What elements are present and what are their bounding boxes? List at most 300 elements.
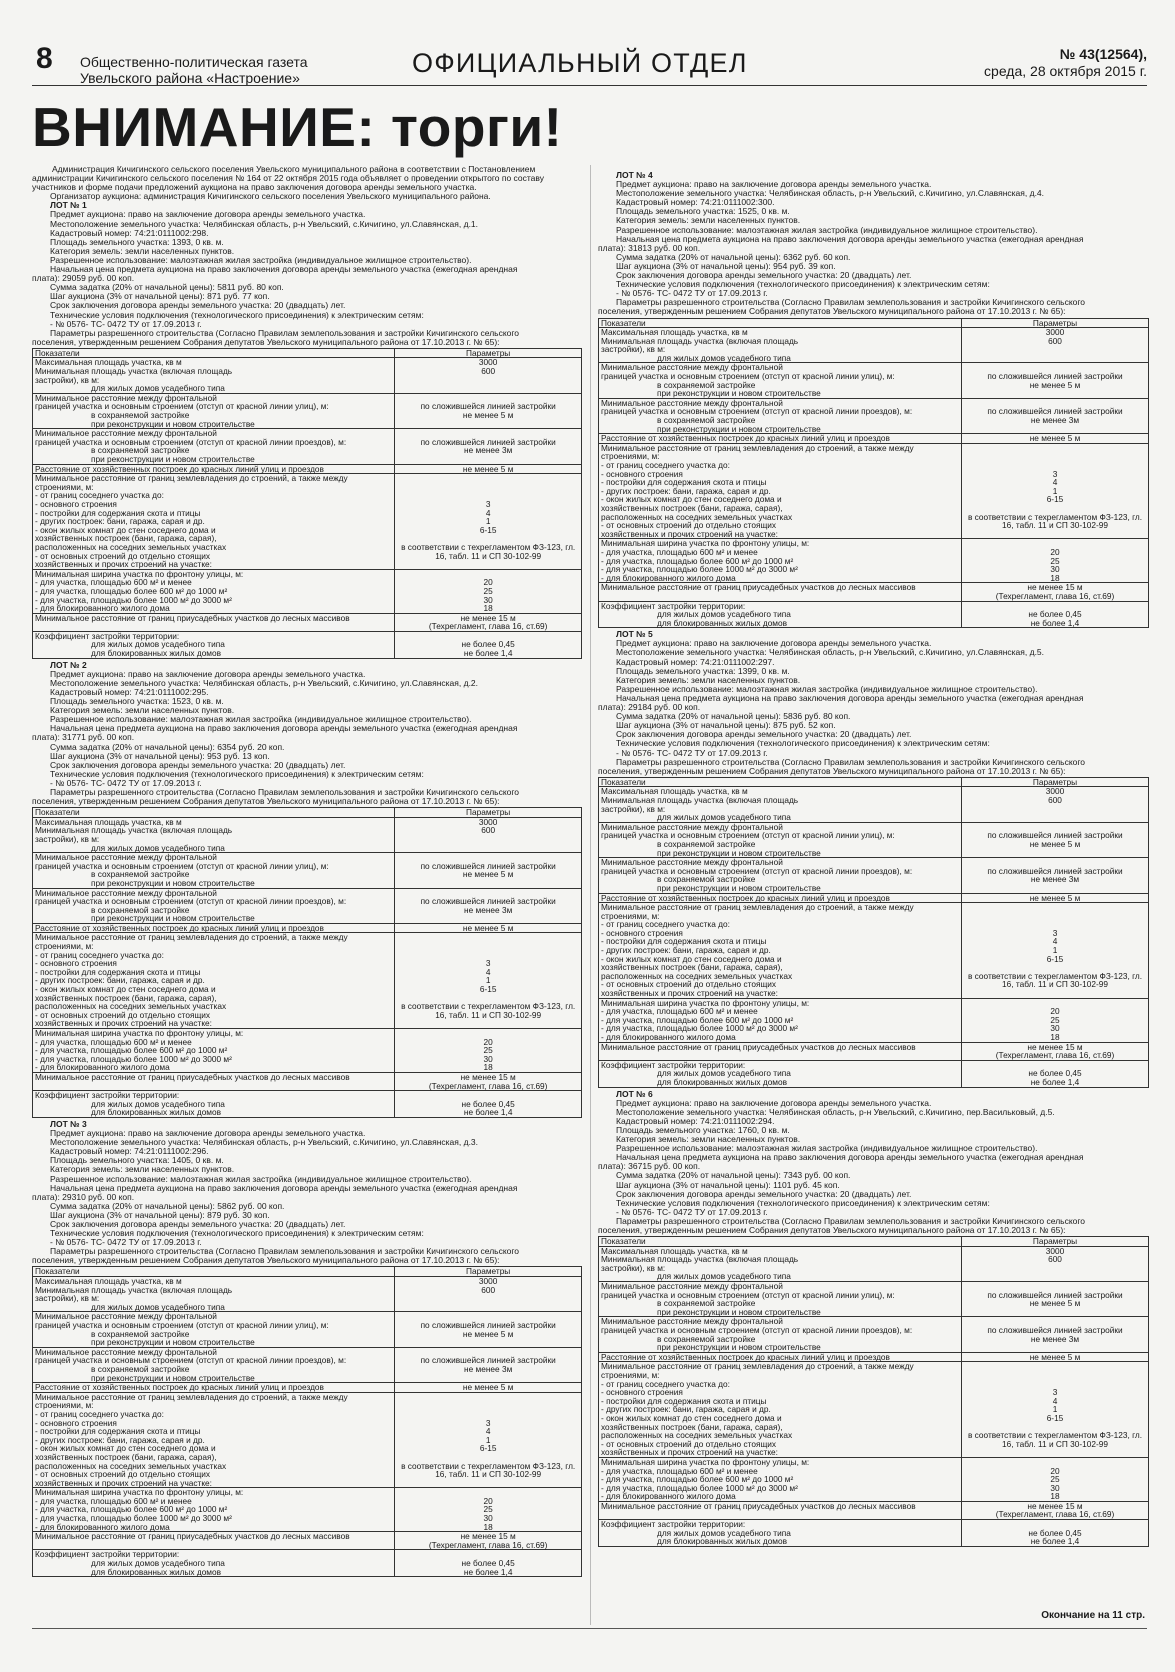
- distance-value: 4: [1052, 477, 1058, 488]
- reconstruction-label: при реконструкции и новом строительстве: [91, 454, 255, 464]
- lot-deposit: Сумма задатка (20% от начальной цены): 5836 руб. 80 коп.: [616, 712, 851, 722]
- coef-houses-label: для жилых домов усадебного типа: [91, 639, 225, 650]
- coef-blocked-value: не более 1,4: [463, 648, 513, 659]
- distance-label: - от основных строений до отдельно стоящих: [601, 1438, 777, 1449]
- value-cell: [962, 1237, 1149, 1247]
- forest-value: не менее 15 м: [460, 1071, 516, 1082]
- width-label: - для участка, площадью более 600 м² до 1000 м²: [35, 585, 228, 596]
- lot-tech-number: - № 0576- ТС- 0472 ТУ от 17.09.2013 г.: [50, 778, 202, 788]
- table-row: [599, 1362, 1149, 1458]
- front-drives-label: границей участка и основным строением (отступ от красной линии проездов), м:: [601, 865, 913, 876]
- param-cell: [33, 393, 395, 428]
- table-row: [33, 1383, 582, 1393]
- drives-value-2: не менее 3м: [464, 1363, 513, 1374]
- distance-value: 1: [1052, 1404, 1058, 1415]
- drives-value-2: не менее 3м: [1030, 415, 1080, 426]
- lot-subject: Предмет аукциона: право на заключение договора аренды земельного участка.: [50, 669, 366, 679]
- width-label: - для участка, площадью более 1000 м² до 3000 м²: [601, 1482, 798, 1493]
- min-area-label: Минимальная площадь участка (включая площадь: [601, 335, 799, 346]
- streets-value: по сложившейся линией застройки: [420, 1320, 556, 1330]
- lot-permitted-use: Разрешенное использование: малоэтажная жилая застройка (индивидуальное жилищное строительство).: [616, 684, 1038, 694]
- distance-value: 6-15: [1046, 494, 1064, 505]
- drives-value: по сложившейся линией застройки: [420, 436, 556, 447]
- forest-value: не менее 15 м: [1027, 582, 1083, 593]
- value-cell: [395, 1488, 582, 1532]
- param-cell: [33, 808, 395, 818]
- coef-label: Коэффициент застройки территории:: [35, 1090, 180, 1101]
- param-cell: [599, 434, 962, 444]
- existing-label: в сохраняемой застройке: [657, 874, 756, 885]
- forest-label: Минимальное расстояние от границ приусадебных участков до лесных массивов: [601, 1041, 916, 1052]
- param-cell: [599, 998, 962, 1042]
- width-value: 20: [1050, 1465, 1060, 1476]
- param-cell: [599, 398, 962, 433]
- header-param: Показатели: [601, 776, 646, 787]
- param-cell: [599, 1362, 962, 1458]
- distance-label: Минимальное расстояние от границ землевладения до строений, а также между: [601, 902, 914, 913]
- value-cell: [395, 358, 582, 393]
- lot-tech-conditions: Технические условия подключения (технологического присоединения) к электрическим сетям:: [50, 769, 424, 779]
- width-value: 30: [483, 594, 493, 605]
- distance-label: - от границ соседнего участка до:: [35, 949, 164, 960]
- coef-houses-label: для жилых домов усадебного типа: [657, 609, 791, 620]
- value-cell: [962, 539, 1149, 583]
- lot-deposit: Сумма задатка (20% от начальной цены): 6362 руб. 60 коп.: [616, 252, 851, 262]
- issue-number: № 43(12564),: [1059, 46, 1147, 62]
- lot-step: Шаг аукциона (3% от начальной цены): 875 руб. 52 коп.: [616, 721, 836, 731]
- value-cell: [962, 1501, 1149, 1519]
- lot-deposit: Сумма задатка (20% от начальной цены): 5862 руб. 00 коп.: [50, 1201, 285, 1211]
- regulation-value: в соответствии с техрегламентом ФЗ-123, гл. 16, табл. 11 и СП 30-102-99: [967, 511, 1143, 531]
- distance-label: - окон жилых комнат до стен соседнего дома и: [601, 1412, 782, 1423]
- param-cell: [33, 569, 395, 613]
- distance-value: 4: [485, 1426, 491, 1437]
- outbuildings-label: Расстояние от хозяйственных построек до красных линий улиц и проездов: [601, 433, 890, 444]
- param-cell: [599, 1282, 962, 1317]
- lot-tech-conditions: Технические условия подключения (технологического присоединения) к электрическим сетям:: [616, 1198, 990, 1208]
- lot-block: [32, 201, 582, 658]
- width-value: 25: [1050, 1014, 1060, 1025]
- width-value: 30: [1050, 1023, 1060, 1034]
- coef-houses-label: для жилых домов усадебного типа: [91, 1558, 225, 1569]
- outbuildings-label: Расстояние от хозяйственных построек до красных линий улиц и проездов: [35, 1382, 324, 1393]
- min-area-value: 600: [481, 1284, 496, 1295]
- reconstruction-label: при реконструкции и новом строительстве: [91, 1337, 255, 1348]
- drives-value: по сложившейся линией застройки: [987, 865, 1123, 876]
- distance-label: - от основных строений до отдельно стоящих: [601, 979, 777, 990]
- streets-value: по сложившейся линией застройки: [987, 1289, 1123, 1300]
- streets-value: по сложившейся линией застройки: [420, 860, 556, 871]
- table-row: [33, 1029, 582, 1073]
- value-cell: [962, 1042, 1149, 1060]
- param-cell: [33, 474, 395, 570]
- param-cell: [33, 1488, 395, 1532]
- table-row: [33, 429, 582, 464]
- value-cell: [395, 1532, 582, 1550]
- min-area-label-2: застройки), кв м:: [601, 1262, 666, 1273]
- coef-houses-value: не более 0,45: [1028, 1527, 1082, 1538]
- lot-land-category: Категория земель: земли населенных пунктов.: [616, 216, 801, 226]
- param-cell: [599, 583, 962, 601]
- lot-title: ЛОТ № 3: [50, 1119, 87, 1129]
- lot-step: Шаг аукциона (3% от начальной цены): 871 руб. 77 коп.: [50, 292, 270, 302]
- left-column: [32, 165, 582, 1630]
- header-param: Показатели: [601, 1236, 646, 1247]
- table-row: [33, 1072, 582, 1090]
- existing-label: в сохраняемой застройке: [91, 869, 190, 880]
- param-cell: [33, 1392, 395, 1488]
- outbuildings-value: не менее 5 м: [1029, 1351, 1081, 1362]
- param-cell: [33, 888, 395, 923]
- existing-label: в сохраняемой застройке: [657, 379, 756, 390]
- width-value: 20: [1050, 546, 1060, 557]
- table-row: [33, 474, 582, 570]
- param-cell: [599, 363, 962, 398]
- lot-cadastral-number: Кадастровый номер: 74:21:0111002:298.: [50, 228, 209, 238]
- distance-label: расположенных на соседних земельных участках: [35, 541, 227, 552]
- width-value: 20: [483, 577, 493, 588]
- front-label: Минимальное расстояние между фронтальной: [35, 1346, 217, 1357]
- page-number: 8: [36, 42, 53, 75]
- lot-lease-term: Срок заключения договора аренды земельного участка: 20 (двадцать) лет.: [616, 271, 912, 281]
- min-area-value: 600: [1048, 335, 1062, 346]
- coef-houses-value: не более 0,45: [1028, 609, 1082, 620]
- table-row: [599, 583, 1149, 601]
- table-row: [33, 1277, 582, 1312]
- lot-permitted-use: Разрешенное использование: малоэтажная жилая застройка (индивидуальное жилищное строительство).: [616, 225, 1038, 235]
- issue-info: [984, 46, 1147, 80]
- distance-label: строениями, м:: [35, 481, 94, 492]
- lot-cadastral-number: Кадастровый номер: 74:21:0111002:300.: [616, 198, 775, 208]
- lot-area: Площадь земельного участка: 1525, 0 кв. м.: [616, 207, 790, 217]
- reconstruction-label: при реконструкции и новом строительстве: [91, 913, 255, 924]
- width-label: Минимальная ширина участка по фронтону улицы, м:: [35, 1028, 244, 1038]
- value-cell: [962, 443, 1149, 539]
- forest-value-2: (Техрегламент, глава 16, ст.69): [995, 1050, 1115, 1061]
- distance-label: - постройки для содержания скота и птицы: [35, 507, 201, 518]
- coef-blocked-label: для блокированных жилых домов: [91, 648, 222, 659]
- value-cell: [395, 429, 582, 464]
- lot-params-intro-2: поселения, утвержденным решением Собрания депутатов Увельского муниципального района от 17.10.2013 г. № 65):: [598, 766, 1066, 776]
- table-row: [33, 1312, 582, 1347]
- reconstruction-label: при реконструкции и новом строительстве: [657, 1342, 821, 1353]
- lot-lease-term: Срок заключения договора аренды земельного участка: 20 (двадцать) лет.: [616, 730, 912, 740]
- lot-start-price-label: Начальная цена предмета аукциона на право заключения договора аренды земельного участка (ежегодная арендная: [50, 265, 518, 275]
- table-row: [33, 888, 582, 923]
- lot-location: Местоположение земельного участка: Челябинская область, р-н Увельский, с.Кичигино, ул.Славянская, д.3.: [50, 1138, 479, 1148]
- distance-label: - других построек: бани, гаража, сарая и др.: [35, 516, 205, 527]
- lot-tech-conditions: Технические условия подключения (технологического присоединения) к электрическим сетям:: [50, 1229, 424, 1239]
- value-cell: [395, 1550, 582, 1577]
- drives-value-2: не менее 3м: [464, 904, 513, 915]
- lot-params-intro-2: поселения, утвержденным решением Собрания депутатов Увельского муниципального района от 17.10.2013 г. № 65):: [32, 1256, 500, 1266]
- table-row: [33, 817, 582, 852]
- distance-label: - окон жилых комнат до стен соседнего дома и: [35, 524, 216, 535]
- houses-label: для жилых домов усадебного типа: [657, 1271, 791, 1282]
- distance-label: расположенных на соседних земельных участках: [601, 511, 793, 522]
- lot-step: Шаг аукциона (3% от начальной цены): 954 руб. 39 коп.: [616, 261, 836, 271]
- param-cell: [33, 1277, 395, 1312]
- distance-label: - других построек: бани, гаража, сарая и др.: [35, 1434, 205, 1445]
- lot-title: ЛОТ № 4: [616, 171, 653, 180]
- lot-params-intro: Параметры разрешенного строительства (Согласно Правилам землепользования и застройки Кичигинского сельского: [50, 328, 520, 338]
- table-row: [33, 1550, 582, 1577]
- lot-block: [32, 661, 582, 1118]
- min-area-label: Минимальная площадь участка (включая площадь: [35, 825, 233, 836]
- distance-label: расположенных на соседних земельных участках: [601, 970, 793, 981]
- table-row: [33, 631, 582, 658]
- lot-step: Шаг аукциона (3% от начальной цены): 1101 руб. 45 коп.: [616, 1180, 840, 1190]
- value-cell: [395, 613, 582, 631]
- outbuildings-label: Расстояние от хозяйственных построек до красных линий улиц и проездов: [35, 463, 324, 474]
- outbuildings-value: не менее 5 м: [462, 463, 514, 474]
- min-area-label-2: застройки), кв м:: [601, 344, 666, 355]
- param-cell: [599, 858, 962, 893]
- lot-params-intro-2: поселения, утвержденным решением Собрания депутатов Увельского муниципального района от 17.10.2013 г. № 65):: [598, 307, 1066, 317]
- distance-value: 6-15: [479, 524, 497, 535]
- table-row: [599, 998, 1149, 1042]
- lot-params-intro: Параметры разрешенного строительства (Согласно Правилам землепользования и застройки Кичигинского сельского: [50, 1247, 520, 1257]
- distance-label: хозяйственных и прочих строений на участке:: [601, 528, 778, 539]
- forest-value-2: (Техрегламент, глава 16, ст.69): [995, 1509, 1115, 1520]
- front-streets-label: границей участка и основным строением (отступ от красной линии улиц), м:: [601, 371, 895, 382]
- min-area-label: Минимальная площадь участка (включая площадь: [35, 1284, 233, 1295]
- max-area-value: 3000: [1045, 1245, 1065, 1256]
- width-value: 20: [483, 1036, 493, 1047]
- param-cell: [599, 1042, 962, 1060]
- distance-label: расположенных на соседних земельных участках: [35, 1460, 227, 1471]
- value-cell: [962, 1246, 1149, 1281]
- distance-value: 6-15: [1046, 1412, 1064, 1423]
- min-area-value: 600: [481, 825, 496, 836]
- front-label: Минимальное расстояние между фронтальной: [601, 1281, 783, 1292]
- front-streets-label: границей участка и основным строением (отступ от красной линии улиц), м:: [601, 830, 895, 841]
- distance-label: - других построек: бани, гаража, сарая и др.: [601, 945, 771, 956]
- param-cell: [33, 429, 395, 464]
- distance-label: - основного строения: [601, 468, 683, 479]
- coef-blocked-value: не более 1,4: [1030, 1536, 1080, 1547]
- width-label: - для участка, площадью более 600 м² до 1000 м²: [601, 555, 794, 566]
- lot-land-category: Категория земель: земли населенных пунктов.: [616, 675, 801, 685]
- max-area-value: 3000: [1045, 327, 1065, 338]
- front-label: Минимальное расстояние между фронтальной: [35, 428, 217, 439]
- width-value: 18: [1050, 1032, 1060, 1042]
- width-value: 30: [483, 1513, 493, 1524]
- table-row: [33, 358, 582, 393]
- lot-tech-number: - № 0576- ТС- 0472 ТУ от 17.09.2013 г.: [50, 319, 202, 329]
- param-cell: [33, 1347, 395, 1382]
- value-cell: [395, 569, 582, 613]
- distance-label: - основного строения: [601, 927, 683, 938]
- front-drives-label: границей участка и основным строением (отступ от красной линии проездов), м:: [601, 1325, 913, 1335]
- param-cell: [599, 1317, 962, 1352]
- lot-start-price-label: Начальная цена предмета аукциона на право заключения договора аренды земельного участка (ежегодная арендная: [616, 693, 1084, 703]
- distance-label: строениями, м:: [601, 451, 660, 462]
- distance-value: 4: [1052, 936, 1058, 947]
- param-cell: [599, 539, 962, 583]
- distance-label: хозяйственных и прочих строений на участке:: [601, 988, 778, 999]
- houses-label: для жилых домов усадебного типа: [657, 352, 791, 363]
- value-cell: [395, 1392, 582, 1488]
- lot-permitted-use: Разрешенное использование: малоэтажная жилая застройка (индивидуальное жилищное строительство).: [50, 255, 472, 265]
- width-value: 18: [1050, 572, 1060, 583]
- coef-label: Коэффициент застройки территории:: [35, 630, 180, 641]
- value-cell: [962, 893, 1149, 903]
- lot-permitted-use: Разрешенное использование: малоэтажная жилая застройка (индивидуальное жилищное строительство).: [50, 1174, 472, 1184]
- table-row: [599, 1501, 1149, 1519]
- param-cell: [599, 903, 962, 999]
- table-row: [599, 398, 1149, 433]
- max-area-value: 3000: [478, 357, 498, 368]
- distance-label: хозяйственных и прочих строений на участке:: [35, 1477, 212, 1488]
- lot-cadastral-number: Кадастровый номер: 74:21:0111002:297.: [616, 657, 775, 667]
- distance-label: - постройки для содержания скота и птицы: [35, 966, 201, 977]
- table-row: [33, 1488, 582, 1532]
- distance-value: 1: [485, 975, 491, 986]
- max-area-value: 3000: [1045, 786, 1065, 797]
- reconstruction-label: при реконструкции и новом строительстве: [91, 877, 255, 888]
- distance-label: - окон жилых комнат до стен соседнего дома и: [601, 953, 782, 964]
- distance-label: - от границ соседнего участка до:: [35, 490, 164, 501]
- lot-step: Шаг аукциона (3% от начальной цены): 953 руб. 13 коп.: [50, 751, 270, 761]
- distance-label: - других построек: бани, гаража, сарая и др.: [601, 1404, 771, 1415]
- distance-value: 1: [1052, 945, 1058, 956]
- lot-lease-term: Срок заключения договора аренды земельного участка: 20 (двадцать) лет.: [50, 760, 346, 770]
- value-cell: [395, 853, 582, 888]
- distance-value: 3: [1052, 927, 1058, 938]
- min-area-label: Минимальная площадь участка (включая площадь: [601, 1254, 799, 1265]
- distance-label: хозяйственных построек (бани, гаража, сарая),: [35, 992, 217, 1003]
- lot-start-price: плата): 36715 руб. 00 коп.: [598, 1162, 701, 1172]
- header-value: Параметры: [466, 1266, 511, 1277]
- header-param: Показатели: [35, 807, 80, 818]
- width-value: 25: [483, 585, 493, 596]
- width-value: 18: [483, 603, 493, 614]
- table-row: [33, 933, 582, 1029]
- distance-label: - от основных строений до отдельно стоящих: [35, 1009, 211, 1020]
- lot-permitted-use: Разрешенное использование: малоэтажная жилая застройка (индивидуальное жилищное строительство).: [616, 1144, 1038, 1154]
- max-area-label: Максимальная площадь участка, кв м: [601, 327, 748, 338]
- front-streets-label: границей участка и основным строением (отступ от красной линии улиц), м:: [35, 401, 329, 412]
- organizer-text: Организатор аукциона: администрация Кичигинского сельского поселения Увельского муниципального района.: [50, 192, 491, 202]
- min-area-value: 600: [481, 366, 496, 377]
- value-cell: [395, 393, 582, 428]
- distance-label: хозяйственных и прочих строений на участке:: [601, 1447, 778, 1458]
- table-row: [599, 1237, 1149, 1247]
- distance-value: 3: [485, 958, 491, 969]
- drives-value: по сложившейся линией застройки: [987, 1325, 1123, 1335]
- distance-label: - от границ соседнего участка до:: [35, 1408, 164, 1419]
- reconstruction-label: при реконструкции и новом строительстве: [657, 423, 821, 434]
- lot-subject: Предмет аукциона: право на заключение договора аренды земельного участка.: [616, 639, 932, 649]
- distance-label: - других построек: бани, гаража, сарая и др.: [601, 485, 771, 496]
- front-label: Минимальное расстояние между фронтальной: [35, 1311, 217, 1322]
- streets-value-2: не менее 5 м: [1029, 1298, 1081, 1309]
- distance-value: 6-15: [479, 1443, 497, 1454]
- coef-blocked-value: не более 1,4: [1030, 617, 1080, 628]
- table-row: [599, 1042, 1149, 1060]
- front-drives-label: границей участка и основным строением (отступ от красной линии проездов), м:: [35, 896, 347, 907]
- param-cell: [33, 1383, 395, 1393]
- drives-value-2: не менее 3м: [1030, 1333, 1080, 1344]
- front-streets-label: границей участка и основным строением (отступ от красной линии улиц), м:: [35, 860, 329, 871]
- forest-label: Минимальное расстояние от границ приусадебных участков до лесных массивов: [35, 612, 350, 623]
- lot-subject: Предмет аукциона: право на заключение договора аренды земельного участка.: [616, 1098, 932, 1108]
- lot-lease-term: Срок заключения договора аренды земельного участка: 20 (двадцать) лет.: [50, 301, 346, 311]
- regulation-value: в соответствии с техрегламентом ФЗ-123, гл. 16, табл. 11 и СП 30-102-99: [401, 1460, 576, 1480]
- reconstruction-label: при реконструкции и новом строительстве: [91, 1372, 255, 1383]
- front-label: Минимальное расстояние между фронтальной: [601, 1316, 783, 1327]
- outbuildings-value: не менее 5 м: [462, 1382, 514, 1393]
- param-cell: [33, 631, 395, 658]
- width-value: 25: [483, 1504, 493, 1515]
- table-row: [599, 363, 1149, 398]
- lot-block: [598, 630, 1149, 1087]
- front-streets-label: границей участка и основным строением (отступ от красной линии улиц), м:: [35, 1320, 329, 1330]
- width-label: - для участка, площадью более 600 м² до 1000 м²: [35, 1504, 228, 1515]
- lot-params-intro: Параметры разрешенного строительства (Согласно Правилам землепользования и застройки Кичигинского сельского: [616, 1216, 1086, 1226]
- distance-label: - постройки для содержания скота и птицы: [35, 1426, 201, 1437]
- lot-location: Местоположение земельного участка: Челябинская область, р-н Увельский, с.Кичигино, ул.Славянская, д.2.: [50, 678, 479, 688]
- min-area-label-2: застройки), кв м:: [601, 803, 666, 814]
- lot-start-price-label: Начальная цена предмета аукциона на право заключения договора аренды земельного участка (ежегодная арендная: [616, 234, 1084, 244]
- existing-label: в сохраняемой застройке: [91, 1363, 190, 1374]
- width-label: - для блокированного жилого дома: [35, 1062, 170, 1073]
- lot-area: Площадь земельного участка: 1760, 0 кв. м.: [616, 1125, 790, 1135]
- distance-label: - других построек: бани, гаража, сарая и др.: [35, 975, 205, 986]
- coef-label: Коэффициент застройки территории:: [601, 600, 746, 611]
- table-row: [599, 1317, 1149, 1352]
- width-value: 20: [1050, 1006, 1060, 1017]
- publication-name: [80, 54, 308, 86]
- existing-label: в сохраняемой застройке: [657, 1298, 756, 1309]
- lot-location: Местоположение земельного участка: Челябинская область, р-н Увельский, с.Кичигино, ул.Славянская, д.5.: [616, 648, 1045, 658]
- lot-subject: Предмет аукциона: право на заключение договора аренды земельного участка.: [50, 1129, 366, 1139]
- forest-value-2: (Техрегламент, глава 16, ст.69): [428, 621, 548, 632]
- lot-deposit: Сумма задатка (20% от начальной цены): 5811 руб. 80 коп.: [50, 283, 284, 293]
- min-area-label: Минимальная площадь участка (включая площадь: [35, 366, 233, 377]
- lot-location: Местоположение земельного участка: Челябинская область, р-н Увельский, с.Кичигино, ул.Славянская, д.4.: [616, 189, 1045, 199]
- param-cell: [599, 822, 962, 857]
- forest-value-2: (Техрегламент, глава 16, ст.69): [995, 590, 1115, 601]
- lot-start-price: плата): 29310 руб. 00 коп.: [32, 1192, 135, 1202]
- distance-label: - от границ соседнего участка до:: [601, 1378, 730, 1389]
- param-cell: [33, 853, 395, 888]
- lot-land-category: Категория земель: земли населенных пунктов.: [50, 1165, 235, 1175]
- distance-label: - постройки для содержания скота и птицы: [601, 1395, 767, 1406]
- coef-label: Коэффициент застройки территории:: [601, 1059, 746, 1070]
- header-value: Параметры: [466, 347, 511, 358]
- coef-blocked-label: для блокированных жилых домов: [91, 1107, 222, 1118]
- drives-value-2: не менее 3м: [464, 445, 513, 456]
- value-cell: [395, 464, 582, 474]
- intro-text: Администрация Кичигинского сельского поселения Увельского муниципального района в соответствии с Постановлением администрации Кичигинского сельского поселения № 164 от 22 октября 2015 года объявляет о проведении открытого по составу участников и форме подачи предложений аукциона на право заключения договора аренды земельного участка.: [32, 165, 544, 193]
- param-cell: [33, 1029, 395, 1073]
- value-cell: [962, 434, 1149, 444]
- width-value: 18: [483, 1062, 493, 1073]
- distance-label: расположенных на соседних земельных участках: [35, 1001, 227, 1012]
- value-cell: [395, 817, 582, 852]
- width-label: - для участка, площадью 600 м² и менее: [601, 1465, 758, 1476]
- distance-value: 3: [485, 498, 491, 509]
- distance-label: расположенных на соседних земельных участках: [601, 1430, 793, 1441]
- param-cell: [599, 1501, 962, 1519]
- param-cell: [599, 1457, 962, 1501]
- lot-permitted-use: Разрешенное использование: малоэтажная жилая застройка (индивидуальное жилищное строительство).: [50, 715, 472, 725]
- width-label: - для участка, площадью более 1000 м² до 3000 м²: [35, 1053, 232, 1064]
- parameters-table: [32, 807, 582, 1118]
- table-row: [599, 1246, 1149, 1281]
